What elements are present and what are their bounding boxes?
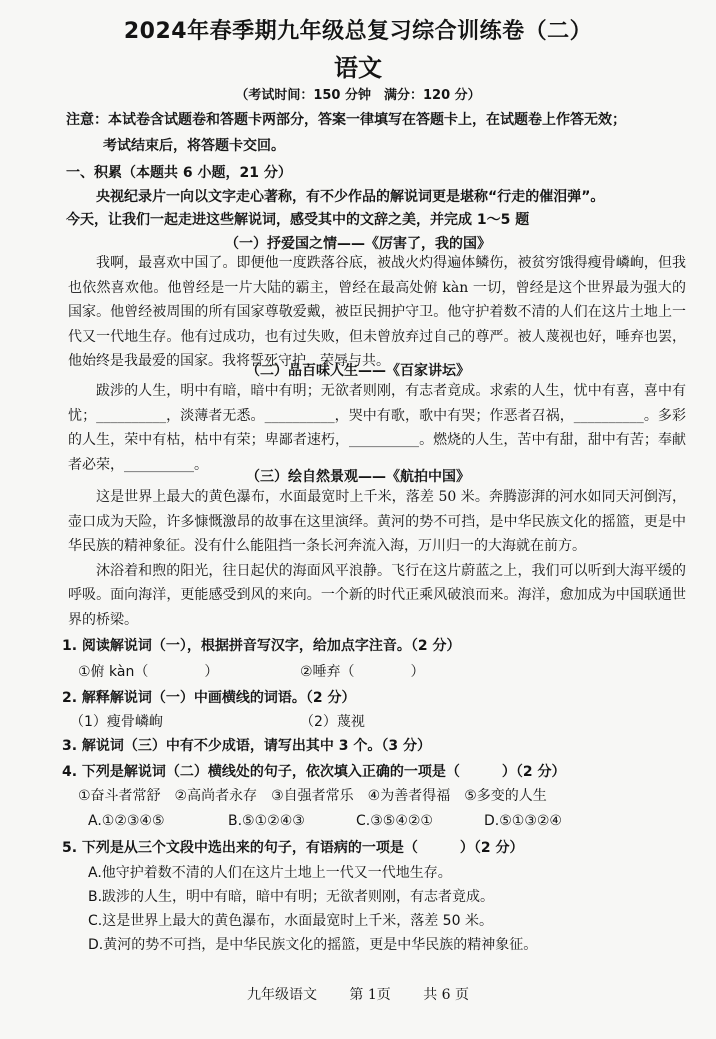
question-4: 4. 下列是解说词（二）横线处的句子，依次填入正确的一项是（ ）（2 分） [62, 764, 566, 780]
passage-3-text-1: 这是世界上最大的黄色瀑布，水面最宽时上千米，落差 50 米。奔腾澎湃的河水如同天河倒泻，壶口成为天险，许多慷慨激昂的故事在这里演绎。黄河的势不可挡，是中华民族文化的摇篮，更是中华民族的精神象征。没有什么能阻挡一条长河奔流入海，万川归一的大海就在前方。 [68, 489, 686, 555]
page-footer [0, 984, 716, 1004]
question-1: 1. 阅读解说词（一），根据拼音写汉字，给加点字注音。（2 分） [62, 638, 461, 654]
footer-subject: 九年级语文 [246, 987, 317, 1003]
passage-3-title: （三）绘自然景观——《航拍中国》 [246, 469, 470, 485]
exam-title: 2024年春季期九年级总复习综合训练卷（二） [123, 19, 593, 44]
footer-page-number: 第 1页 [349, 987, 391, 1003]
passage-2-body [68, 379, 686, 477]
exam-subject: 语文 [334, 54, 382, 82]
section-1-heading: 一、积累（本题共 6 小题，21 分） [66, 165, 292, 181]
question-5-option-a: A.他守护着数不清的人们在这片土地上一代又一代地生存。 [88, 865, 452, 881]
question-2: 2. 解释解说词（一）中画横线的词语。（2 分） [62, 690, 356, 706]
passage-2-title: （二）品百味人生——《百家讲坛》 [246, 363, 470, 379]
passage-1-body [68, 251, 686, 374]
question-5-option-c: C.这是世界上最大的黄色瀑布，水面最宽时上千米，落差 50 米。 [88, 913, 493, 929]
question-1-part-b: ②唾弃（ ） [300, 664, 425, 680]
question-5: 5. 下列是从三个文段中选出来的句子，有语病的一项是（ ）（2 分） [62, 840, 524, 856]
notice-line-2: 考试结束后，将答题卡交回。 [103, 138, 285, 154]
question-3: 3. 解说词（三）中有不少成语，请写出其中 3 个。（3 分） [62, 738, 432, 754]
passage-3-body [68, 485, 686, 633]
exam-info: （考试时间：150 分钟 满分：120 分） [235, 88, 481, 103]
question-5-option-b: B.跋涉的人生，明中有暗，暗中有明；无欲者则刚，有志者竟成。 [88, 889, 495, 905]
question-4-option-a: A.①②③④⑤ [88, 813, 165, 829]
question-2-part-b: （2）蔑视 [300, 714, 365, 730]
question-4-items: ①奋斗者常舒 ②高尚者永存 ③自强者常乐 ④为善者得福 ⑤多变的人生 [78, 788, 547, 804]
question-4-option-b: B.⑤①②④③ [228, 813, 305, 829]
footer-total-pages: 共 6 页 [423, 987, 470, 1003]
question-1-part-a: ①俯 kàn（ ） [78, 664, 219, 680]
notice-line-1: 注意：本试卷含试题卷和答题卡两部分，答案一律填写在答题卡上，在试题卷上作答无效； [66, 112, 626, 128]
question-5-option-d: D.黄河的势不可挡，是中华民族文化的摇篮，更是中华民族的精神象征。 [88, 937, 538, 953]
question-4-option-c: C.③⑤④②① [356, 813, 433, 829]
passage-2-text: 跋涉的人生，明中有暗，暗中有明；无欲者则刚，有志者竟成。求索的人生，忧中有喜，喜中有忧；__________，淡薄者无悉。__________，哭中有歌，歌中有哭；作恶者召祸，__________。多彩的人生，荣中有枯，枯中有荣；卑鄙者速朽，__________。燃烧的人生，苦中有甜，甜中有苦；奉献者必荣，__________。 [68, 383, 686, 473]
section-1-intro-1: 央视纪录片一向以文字走心著称，有不少作品的解说词更是堪称“行走的催泪弹”。 [96, 189, 605, 205]
passage-1-title: （一）抒爱国之情——《厉害了，我的国》 [225, 236, 491, 252]
passage-3-text-2: 沐浴着和煦的阳光，往日起伏的海面风平浪静。飞行在这片蔚蓝之上，我们可以听到大海平缓的呼吸。面向海洋，更能感受到风的来向。一个新的时代正乘风破浪而来。海洋，愈加成为中国联通世界的桥梁。 [68, 562, 686, 628]
passage-1-text: 我啊，最喜欢中国了。即便他一度跌落谷底，被战火灼得遍体鳞伤，被贫穷饿得瘦骨嶙峋，但我也依然喜欢他。他曾经是一片大陆的霸主，曾经在最高处俯 kàn 一切，曾经是这个世界最为强大的国家。他曾经被周围的所有国家尊敬爱戴，被臣民拥护守卫。他守护着数不清的人们在这片土地上一代又一代地生存。他有过成功，也有过失败，但未曾放弃过自己的尊严。被人蔑视也好，唾弃也罢，他始终是我最爱的国家。我将誓死守护，荣辱与共。 [68, 255, 686, 370]
question-4-option-d: D.⑤①③②④ [484, 813, 562, 829]
question-2-part-a: （1）瘦骨嶙峋 [70, 714, 163, 730]
section-1-intro-2: 今天，让我们一起走进这些解说词，感受其中的文辞之美，并完成 1～5 题 [66, 212, 530, 228]
